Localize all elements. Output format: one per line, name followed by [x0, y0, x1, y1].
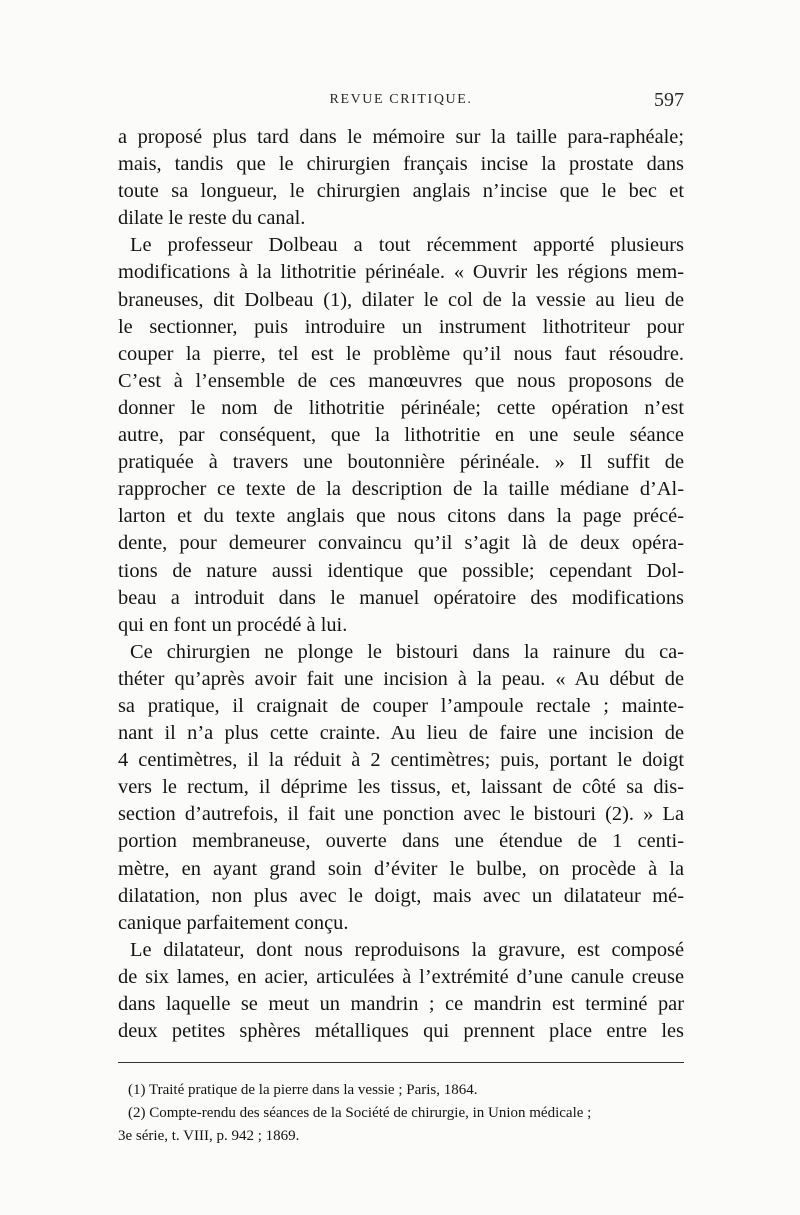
footnotes — [118, 1079, 684, 1148]
text-line: a proposé plus tard dans le mémoire sur la taille para-raphéale; — [118, 126, 684, 148]
text-line: mètre, en ayant grand soin d’éviter le bulbe, on procède à la — [118, 857, 684, 880]
text-line: dilate le reste du canal. — [118, 207, 306, 230]
page-header — [118, 89, 684, 116]
text-line: théter qu’après avoir fait une incision à la peau. « Au début de — [118, 667, 684, 690]
running-head: REVUE CRITIQUE. — [329, 92, 473, 107]
text-line: larton et du texte anglais que nous citons dans la page précé- — [118, 505, 684, 528]
text-line: Ce chirurgien ne plonge le bistouri dans la rainure du ca- — [130, 640, 684, 663]
text-line: toute sa longueur, le chirurgien anglais n’incise que le bec et — [118, 180, 684, 203]
text-line: rapprocher ce texte de la description de la taille médiane d’Al- — [118, 478, 684, 501]
text-line: de six lames, en acier, articulées à l’extrémité d’une canule creuse — [118, 965, 684, 988]
text-line: autre, par conséquent, que la lithotritie en une seule séance — [118, 424, 684, 447]
text-line: canique parfaitement conçu. — [118, 911, 349, 934]
text-line: Le professeur Dolbeau a tout récemment apporté plusieurs — [130, 234, 684, 257]
text-line: portion membraneuse, ouverte dans une étendue de 1 centi- — [118, 830, 684, 853]
footnote-2-continued: 3e série, t. VIII, p. 942 ; 1869. — [118, 1128, 300, 1144]
footnote-1: (1) Traité pratique de la pierre dans la vessie ; Paris, 1864. — [128, 1082, 478, 1098]
text-line: deux petites sphères métalliques qui prennent place entre les — [118, 1020, 684, 1043]
text-line: dilatation, non plus avec le doigt, mais avec un dilatateur mé- — [118, 884, 684, 907]
text-line: C’est à l’ensemble de ces manœuvres que nous proposons de — [118, 369, 684, 392]
text-line: nant il n’a plus cette crainte. Au lieu de faire une incision de — [118, 722, 684, 745]
text-line: section d’autrefois, il fait une ponction avec le bistouri (2). » La — [118, 803, 684, 826]
text-line: modifications à la lithotritie périnéale. « Ouvrir les régions mem- — [118, 261, 684, 284]
text-line: 4 centimètres, il la réduit à 2 centimètres; puis, portant le doigt — [118, 749, 684, 772]
body-text — [118, 124, 684, 1045]
text-line: vers le rectum, il déprime les tissus, et, laissant de côté sa dis- — [118, 776, 684, 799]
footnote-2: (2) Compte-rendu des séances de la Société de chirurgie, in Union médicale ; — [128, 1105, 592, 1121]
text-line: mais, tandis que le chirurgien français incise la prostate dans — [118, 153, 684, 176]
text-line: couper la pierre, tel est le problème qu’il nous faut résoudre. — [118, 342, 684, 365]
text-line: beau a introduit dans le manuel opératoire des modifications — [118, 586, 684, 609]
text-line: Le dilatateur, dont nous reproduisons la gravure, est composé — [130, 938, 684, 961]
text-line: qui en font un procédé à lui. — [118, 613, 348, 636]
page-number: 597 — [654, 89, 684, 111]
text-line: donner le nom de lithotritie périnéale; cette opération n’est — [118, 396, 684, 419]
text-line: tions de nature aussi identique que possible; cependant Dol- — [118, 559, 684, 582]
text-line: dente, pour demeurer convaincu qu’il s’agit là de deux opéra- — [118, 532, 684, 555]
text-line: sa pratique, il craignait de couper l’ampoule rectale ; mainte- — [118, 694, 684, 717]
text-line: braneuses, dit Dolbeau (1), dilater le col de la vessie au lieu de — [118, 288, 684, 311]
text-line: le sectionner, puis introduire un instrument lithotriteur pour — [118, 315, 684, 338]
text-line: dans laquelle se meut un mandrin ; ce mandrin est terminé par — [118, 993, 684, 1015]
footnote-rule — [118, 1062, 684, 1063]
text-line: pratiquée à travers une boutonnière périnéale. » Il suffit de — [118, 451, 684, 474]
